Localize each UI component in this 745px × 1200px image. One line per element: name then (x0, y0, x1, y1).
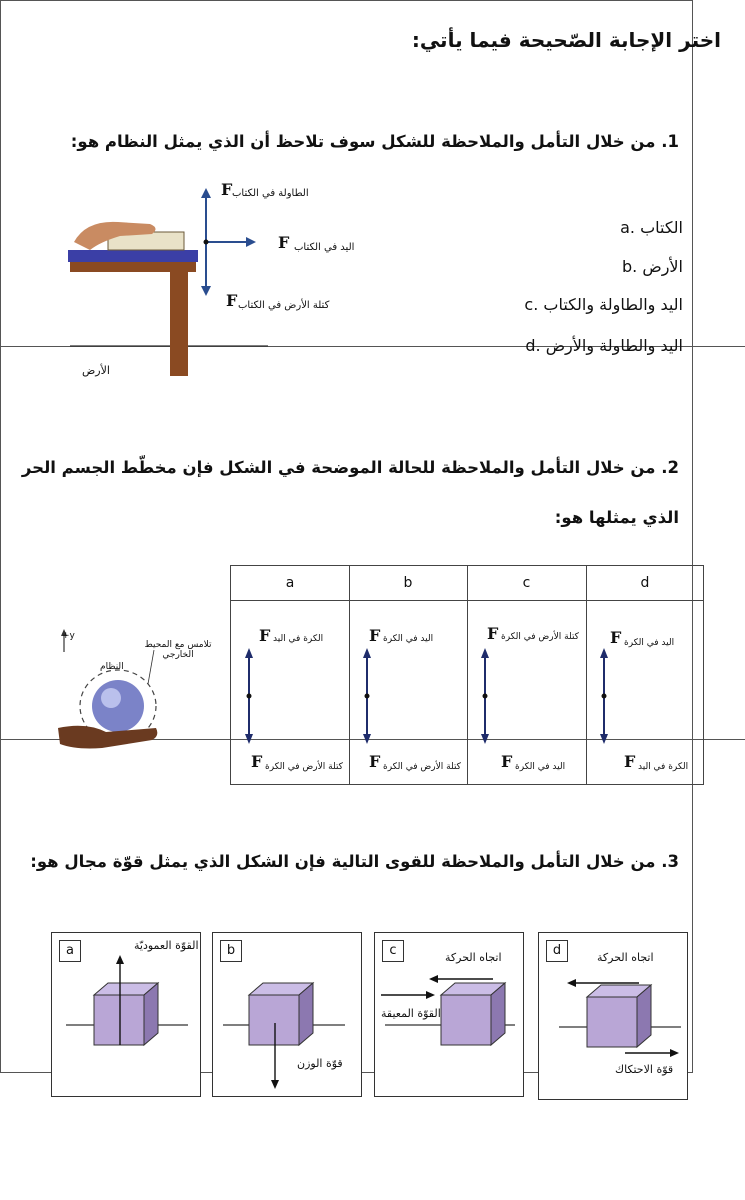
answer-box-d[interactable] (538, 932, 688, 1100)
question-2-line1: 2. من خلال التأمل والملاحظة للحالة الموضحة في الشكل فإن مخطّط الجسم الحر (21, 458, 679, 477)
f-letter: F (278, 233, 290, 252)
table-apron (70, 262, 196, 272)
answer-cell-c[interactable] (467, 600, 586, 786)
page-title: اختر الإجابة الصّحيحة فيما يأتي: (411, 28, 721, 52)
f-letter: F (501, 752, 513, 771)
answer-box-c[interactable] (374, 932, 524, 1097)
box-letter: c (382, 940, 404, 962)
force-bottom-label: اليد في الكرة (515, 762, 566, 772)
f-letter: F (251, 752, 263, 771)
box-letter: d (546, 940, 568, 962)
force-label: القوّة العموديّة (134, 939, 199, 952)
q1-figure (60, 180, 380, 380)
ball (92, 680, 144, 732)
f-letter: F (369, 752, 381, 771)
f-letter: F (226, 291, 238, 310)
f-letter: F (624, 752, 636, 771)
force-bottom-label: كتلة الأرض في الكرة (383, 762, 461, 772)
f-letter: F (487, 624, 499, 643)
option-letter: a. (620, 218, 635, 237)
answer-cell-a[interactable] (231, 600, 349, 786)
motion-label: اتجاه الحركة (597, 951, 654, 964)
force-label: القوّة المعيقة (381, 1007, 441, 1020)
axis-label: +y (62, 631, 75, 641)
force-top-label: اليد في الكرة (624, 638, 675, 648)
q1-option-d[interactable] (525, 336, 683, 355)
force-bottom-label: كتلة الأرض في الكرة (265, 762, 343, 772)
question-3: 3. من خلال التأمل والملاحظة للقوى التالية فإن الشكل الذي يمثل قوّة مجال هو: (30, 852, 679, 871)
force-top-label: الكرة في اليد (273, 634, 324, 644)
table-top (68, 250, 198, 262)
col-header-a: a (285, 575, 295, 591)
contact-label: تلامس مع المحيط الخارجي (144, 640, 212, 660)
answer-box-a[interactable] (51, 932, 201, 1097)
force-top-label: اليد في الكرة (383, 634, 434, 644)
question-1: 1. من خلال التأمل والملاحظة للشكل سوف تلاحظ أن الذي يمثل النظام هو: (70, 132, 679, 151)
col-header-d: d (640, 575, 650, 591)
f-letter: F (369, 626, 381, 645)
label-earth-book: كتلة الأرض في الكتاب (238, 300, 330, 311)
answer-box-b[interactable] (212, 932, 362, 1097)
force-label: قوّة الاحتكاك (615, 1063, 674, 1076)
box-letter: b (220, 940, 242, 962)
force-bottom-label: الكرة في اليد (638, 762, 689, 772)
col-header-b: b (403, 575, 413, 591)
force-top-label: كتلة الأرض في الكرة (501, 632, 579, 642)
f-letter: F (259, 626, 271, 645)
option-letter: b. (622, 257, 638, 276)
option-text: اليد والطاولة والأرض (545, 336, 683, 355)
answer-cell-b[interactable] (349, 600, 467, 786)
q1-option-b[interactable] (622, 257, 683, 276)
question-2-line2: الذي يمثلها هو: (554, 508, 679, 527)
option-letter: c. (524, 295, 539, 314)
label-ground: الأرض (82, 364, 110, 377)
option-letter: d. (525, 336, 541, 355)
q1-option-a[interactable] (620, 218, 683, 237)
table-leg (170, 262, 188, 376)
col-header-c: c (522, 575, 531, 591)
q2-table (230, 565, 704, 785)
label-hand-book: اليد في الكتاب (294, 242, 355, 253)
f-letter: F (610, 628, 622, 647)
f-letter: F (221, 180, 233, 199)
force-label: قوّة الوزن (297, 1057, 343, 1070)
q1-option-c[interactable] (524, 295, 683, 314)
option-text: الأرض (642, 257, 683, 276)
answer-cell-d[interactable] (586, 600, 704, 786)
option-text: الكتاب (640, 218, 683, 237)
option-text: اليد والطاولة والكتاب (543, 295, 683, 314)
system-label: النظام (100, 662, 124, 672)
label-table-book: الطاولة في الكتاب (232, 188, 309, 199)
box-letter: a (59, 940, 81, 962)
motion-label: اتجاه الحركة (445, 951, 502, 964)
